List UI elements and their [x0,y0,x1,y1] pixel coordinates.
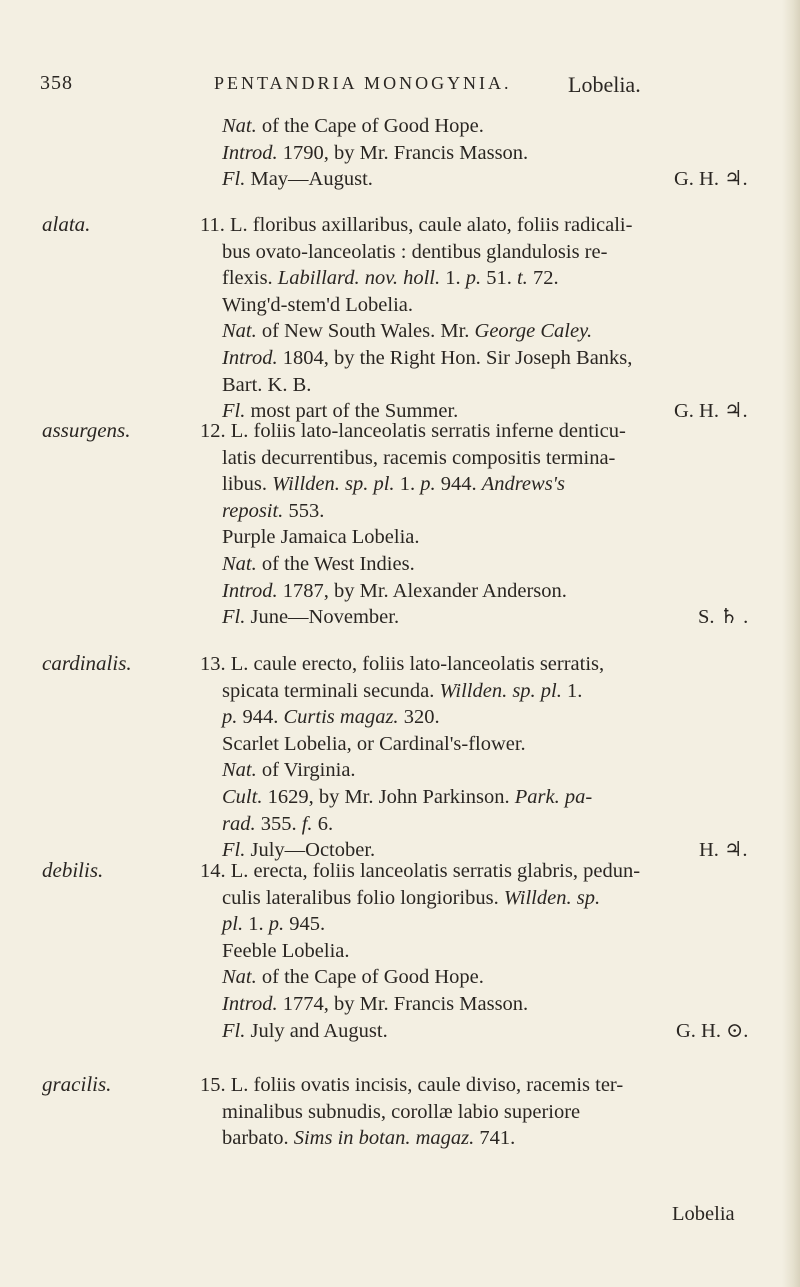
italic-run: p. [465,267,482,290]
italic-run: p. [268,913,285,936]
page-header [0,72,800,102]
italic-run: Fl. [222,400,246,423]
text-run: May—August. [245,168,373,191]
entry-line [222,498,324,524]
italic-run: Willden. sp. pl. [272,473,395,496]
text-run: 945. [284,913,326,936]
italic-run: Introd. [222,993,278,1015]
text-run: Wing'd-stem'd Lobelia. [222,293,414,316]
italic-run: Sims in botan. magaz. [293,1127,475,1150]
text-run: 1787, by Mr. Alexander Anderson. [277,579,567,602]
text-run: 1. [394,473,421,496]
text-run: bus ovato-lanceolatis : dentibus glandulosis re- [222,240,608,263]
entry-line [222,784,592,810]
entry-line [222,604,399,630]
text-run: of Virginia. [256,759,356,782]
text-run: barbato. [222,1127,294,1150]
text-run: 553. [283,499,325,522]
text-run: Purple Jamaica Lobelia. [222,526,420,549]
text-run: Scarlet Lobelia, or Cardinal's-flower. [222,732,526,755]
entry-line [222,318,592,344]
text-run: culis lateralibus folio longioribus. [222,886,504,909]
species-diagnosis [200,212,632,238]
entry-line [222,471,565,497]
text-run: libus. [222,473,273,496]
species-epithet: alata. [42,212,91,236]
text-run: of New South Wales. Mr. [256,320,475,343]
italic-run: Introd. [222,141,278,164]
italic-run: Willden. sp. pl. [439,679,562,702]
text-run: 1790, by Mr. Francis Masson. [277,141,529,164]
intro-line [222,166,373,192]
text-run: of the Cape of Good Hope. [256,966,484,989]
text-run: 13. L. caule erecto, foliis lato-lanceolatis serratis, [200,653,605,675]
text-run: 72. [527,267,559,290]
entry-line [222,704,440,730]
italic-run: pl. [222,913,244,936]
culture-code: G. H. ♃. [674,400,748,423]
italic-run: Labillard. nov. holl. [277,267,441,290]
text-run: July—October. [245,839,376,862]
entry-line [222,911,325,937]
entry-line [222,731,526,757]
italic-run: Park. pa- [514,786,593,808]
species-epithet: cardinalis. [42,651,132,675]
culture-code: G. H. ♃. [674,168,748,191]
genus-header: Lobelia. [568,72,641,97]
text-run: 944. [435,473,482,496]
text-run: 51. [481,267,517,290]
text-run: 320. [398,706,440,729]
text-run: 15. L. foliis ovatis incisis, caule diviso, racemis ter- [200,1074,624,1096]
entry-line [222,239,607,265]
text-run: latis decurrentibus, racemis compositis termina- [222,446,616,469]
text-run: 14. L. erecta, foliis lanceolatis serratis glabris, pedun- [200,860,641,882]
text-run: 1. [440,267,466,290]
text-run: Feeble Lobelia. [222,939,350,962]
entry-line [222,885,600,911]
text-run: minalibus subnudis, corollæ labio superiore [222,1100,581,1123]
entry-line [222,1018,388,1044]
entry-line [222,811,333,837]
culture-code: H. ♃. [699,839,748,862]
text-run: Bart. K. B. [222,373,312,396]
italic-run: Introd. [222,347,278,369]
text-run: spicata terminali secunda. [222,679,440,702]
entry-line [222,1125,515,1151]
entry-line [222,551,415,577]
running-title: PENTANDRIA MONOGYNIA. [214,73,512,93]
italic-run: Nat. [222,553,257,575]
species-diagnosis [200,651,604,677]
species-diagnosis [200,418,626,444]
italic-run: Fl. [222,839,246,862]
entry-line [222,678,582,704]
entry-line [222,1099,580,1125]
entry-line [222,991,528,1017]
entry-line [222,292,413,318]
italic-run: reposit. [222,499,284,522]
italic-run: Nat. [222,966,257,989]
catchword: Lobelia [672,1203,735,1225]
page-number: 358 [40,72,73,94]
text-run: June—November. [245,606,400,629]
text-run: 741. [474,1127,516,1150]
italic-run: Nat. [222,759,257,782]
species-epithet: gracilis. [42,1072,112,1096]
text-run: 11. L. floribus axillaribus, caule alato, foliis radicali- [200,214,633,236]
italic-run: f. [301,812,313,835]
species-diagnosis [200,858,640,884]
text-run: of the West Indies. [256,553,415,575]
text-run: 1804, by the Right Hon. Sir Joseph Banks, [277,347,633,369]
text-run: of the Cape of Good Hope. [256,115,484,137]
entry-line [222,265,559,291]
species-diagnosis [200,1072,623,1098]
text-run: 12. L. foliis lato-lanceolatis serratis inferne denticu- [200,420,626,442]
italic-run: Fl. [222,606,246,629]
italic-run: Cult. [222,786,263,808]
italic-run: Nat. [222,115,257,137]
italic-run: George Caley. [474,320,593,343]
entry-line [222,372,311,398]
species-epithet: assurgens. [42,418,131,442]
italic-run: t. [516,267,528,290]
entry-line [222,938,350,964]
italic-run: Willden. sp. [503,886,601,909]
text-run: flexis. [222,267,278,290]
text-run: 944. [237,706,284,729]
culture-code: G. H. ⊙. [676,1019,749,1042]
entry-line [222,445,615,471]
text-run: 1. [561,679,583,702]
text-run: most part of the Summer. [245,400,459,423]
entry-line [222,757,356,783]
italic-run: Introd. [222,579,278,602]
page-edge-shadow [782,0,800,1287]
entry-line [222,345,632,371]
entry-line [222,578,567,604]
italic-run: p. [222,706,238,729]
italic-run: Andrews's [481,473,566,496]
italic-run: Nat. [222,320,257,343]
text-run: 6. [312,812,334,835]
italic-run: Fl. [222,168,246,191]
intro-line [222,140,528,166]
culture-code: S. ♄ . [698,606,749,629]
italic-run: rad. [222,812,256,835]
text-run: July and August. [245,1019,388,1042]
italic-run: Fl. [222,1019,246,1042]
text-run: 1. [243,913,269,936]
italic-run: Curtis magaz. [283,706,399,729]
text-run: 1629, by Mr. John Parkinson. [262,786,515,808]
text-run: 355. [255,812,302,835]
entry-line [222,524,420,550]
entry-line [222,964,484,990]
intro-line [222,113,484,139]
species-epithet: debilis. [42,858,104,882]
text-run: 1774, by Mr. Francis Masson. [277,993,529,1015]
italic-run: p. [420,473,436,496]
